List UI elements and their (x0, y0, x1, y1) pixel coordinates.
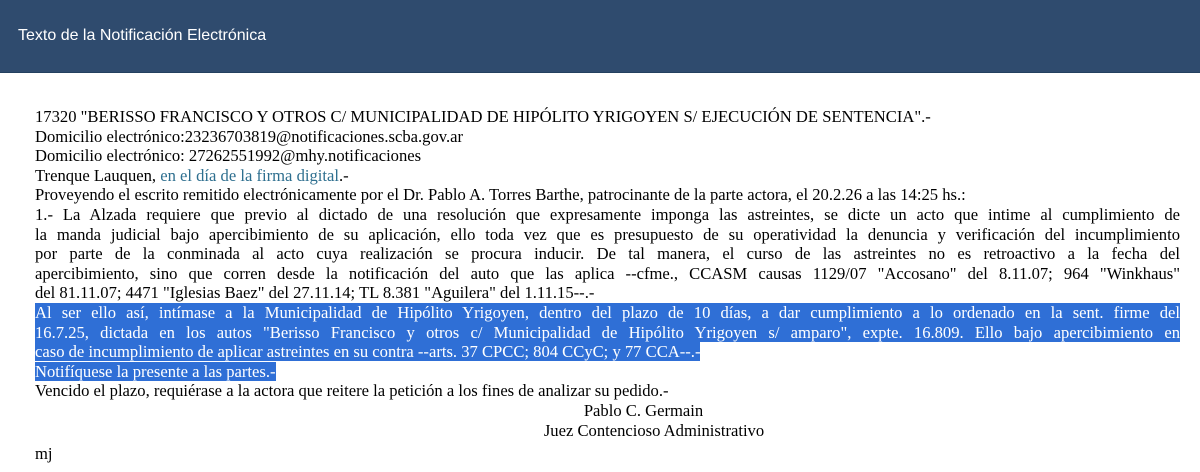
header-title: Texto de la Notificación Electrónica (18, 27, 267, 44)
paragraph-1-line: 1.- La Alzada requiere que previo al dictado de una resolución que expresamente imponga las astreintes, se dicte un acto que intime al cumplimiento de (35, 204, 1180, 224)
signer-title: Juez Contencioso Administrativo (543, 420, 765, 440)
electronic-domicile-1: Domicilio electrónico:23236703819@notificaciones.scba.gov.ar (35, 126, 464, 146)
highlighted-paragraph-line[interactable]: 16.7.25, dictada en los autos "Berisso Francisco y otros c/ Municipalidad de Hipólito Yrigoyen s/ amparo", expte. 16.809. Ello bajo apercibimiento en (35, 322, 1180, 342)
initials: mj (35, 444, 53, 464)
deadline-line: Vencido el plazo, requiérase a la actora que reitere la petición a los fines de analizar su pedido.- (35, 381, 669, 401)
place-text: Trenque Lauquen, (35, 165, 161, 185)
highlighted-paragraph-last-line[interactable] (35, 342, 1180, 362)
notification-header (0, 0, 1200, 73)
highlighted-paragraph-line[interactable]: Al ser ello así, intímase a la Municipalidad de Hipólito Yrigoyen, dentro del plazo de 10 días, a dar cumplimiento a lo ordenado en la sent. firme del (35, 302, 1180, 322)
paragraph-1-line: por parte de la conminada al acto cuya realización se procura inducir. De tal manera, el curso de las astreintes no es retroactivo a la fecha del (35, 244, 1180, 264)
place-suffix: .- (338, 165, 349, 185)
paragraph-1-last-line: del 81.11.07; 4471 "Iglesias Baez" del 27.11.14; TL 8.381 "Aguilera" del 1.11.15--.- (35, 283, 595, 303)
place-date-line (35, 166, 1180, 186)
highlighted-text[interactable]: caso de incumplimiento de aplicar astreintes en su contra --arts. 37 CPCC; 804 CCyC; y 77 CCA--.- (35, 342, 701, 362)
highlighted-text[interactable]: Notifíquese la presente a las partes.- (35, 361, 276, 381)
electronic-domicile-2: Domicilio electrónico: 27262551992@mhy.notificaciones (35, 146, 422, 166)
paragraph-1-line: la manda judicial bajo apercibimiento de su aplicación, ello toda vez que es presupuesto de su operatividad la denuncia y verificación del incumplimiento (35, 224, 1180, 244)
signer-name: Pablo C. Germain (583, 400, 704, 420)
notify-line[interactable] (35, 362, 1180, 382)
paragraph-1-line: apercibimiento, sino que corren desde la notificación del auto que las aplica --cfme., CCASM causas 1129/07 "Accosano" del 8.11.07; 964 "Winkhaus" (35, 263, 1180, 283)
proveyendo-line: Proveyendo el escrito remitido electrónicamente por el Dr. Pablo A. Torres Barthe, patrocinante de la parte actora, el 20.2.26 a las 14:25 hs.: (35, 185, 966, 205)
case-title: 17320 "BERISSO FRANCISCO Y OTROS C/ MUNICIPALIDAD DE HIPÓLITO YRIGOYEN S/ EJECUCIÓN DE SENTENCIA".- (35, 107, 931, 126)
notification-body (35, 107, 1180, 464)
digital-signature-date: en el día de la firma digital (160, 165, 339, 185)
